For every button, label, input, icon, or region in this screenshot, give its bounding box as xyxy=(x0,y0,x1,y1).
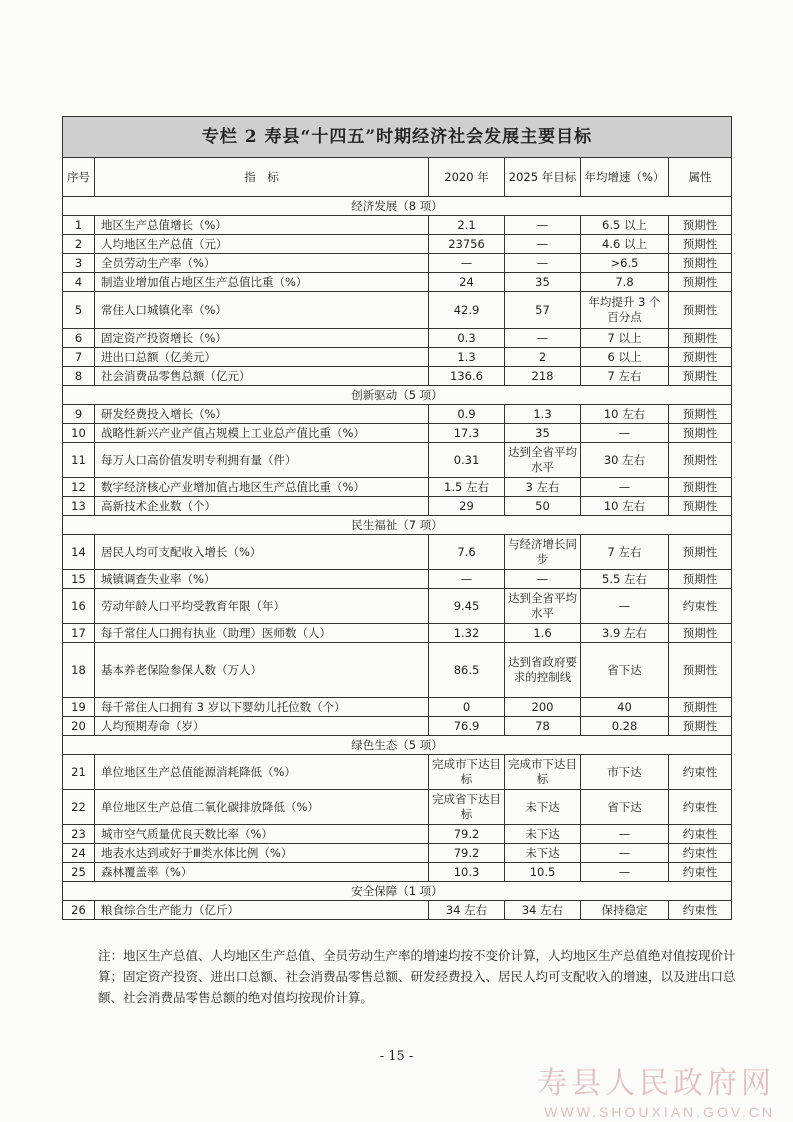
section-row xyxy=(63,882,732,901)
row-2020: 0.9 xyxy=(429,405,505,424)
row-indicator: 每万人口高价值发明专利拥有量（件） xyxy=(95,443,429,478)
row-2025: 未下达 xyxy=(505,790,581,825)
header-2025: 2025 年目标 xyxy=(505,158,581,197)
table-row xyxy=(63,717,732,736)
table-row xyxy=(63,424,732,443)
row-growth: 10 左右 xyxy=(581,405,669,424)
row-no: 6 xyxy=(63,329,95,348)
row-2025: 78 xyxy=(505,717,581,736)
row-no: 7 xyxy=(63,348,95,367)
row-2020: — xyxy=(429,254,505,273)
row-attribute: 预期性 xyxy=(669,348,732,367)
row-2025: 10.5 xyxy=(505,863,581,882)
row-indicator: 数字经济核心产业增加值占地区生产总值比重（%） xyxy=(95,478,429,497)
row-no: 11 xyxy=(63,443,95,478)
row-indicator: 每千常住人口拥有执业（助理）医师数（人） xyxy=(95,624,429,643)
table-row xyxy=(63,570,732,589)
table-row xyxy=(63,901,732,920)
row-growth: 7 左右 xyxy=(581,367,669,386)
row-no: 14 xyxy=(63,535,95,570)
row-indicator: 劳动年龄人口平均受教育年限（年） xyxy=(95,589,429,624)
table-row xyxy=(63,478,732,497)
goals-table-container xyxy=(62,116,731,920)
row-no: 24 xyxy=(63,844,95,863)
row-2020: — xyxy=(429,570,505,589)
row-2025: — xyxy=(505,235,581,254)
row-growth: 3.9 左右 xyxy=(581,624,669,643)
row-2025: — xyxy=(505,254,581,273)
header-no: 序号 xyxy=(63,158,95,197)
row-no: 21 xyxy=(63,755,95,790)
row-2020: 0.3 xyxy=(429,329,505,348)
goals-table xyxy=(62,116,732,920)
row-no: 22 xyxy=(63,790,95,825)
row-indicator: 地区生产总值增长（%） xyxy=(95,216,429,235)
row-attribute: 预期性 xyxy=(669,292,732,329)
table-note: 注：地区生产总值、人均地区生产总值、全员劳动生产率的增速均按不变价计算，人均地区生产总值绝对值按现价计算；固定资产投资、进出口总额、社会消费品零售总额、研发经费投入、居民人均可支配收入的增速，以及进出口总额、社会消费品零售总额的绝对值均按现价计算。 xyxy=(98,948,736,1005)
row-2020: 17.3 xyxy=(429,424,505,443)
row-indicator: 森林覆盖率（%） xyxy=(95,863,429,882)
row-attribute: 约束性 xyxy=(669,844,732,863)
row-2025: 未下达 xyxy=(505,844,581,863)
row-growth: >6.5 xyxy=(581,254,669,273)
row-no: 23 xyxy=(63,825,95,844)
page-number: - 15 - xyxy=(379,1049,414,1064)
row-2020: 76.9 xyxy=(429,717,505,736)
table-row xyxy=(63,790,732,825)
table-row xyxy=(63,292,732,329)
row-2020: 完成市下达目标 xyxy=(429,755,505,790)
row-growth: 0.28 xyxy=(581,717,669,736)
row-2025: 1.6 xyxy=(505,624,581,643)
row-attribute: 预期性 xyxy=(669,329,732,348)
header-2020: 2020 年 xyxy=(429,158,505,197)
row-no: 16 xyxy=(63,589,95,624)
row-2020: 完成省下达目标 xyxy=(429,790,505,825)
row-indicator: 居民人均可支配收入增长（%） xyxy=(95,535,429,570)
row-growth: 7 左右 xyxy=(581,535,669,570)
row-no: 26 xyxy=(63,901,95,920)
row-attribute: 约束性 xyxy=(669,790,732,825)
row-2020: 1.32 xyxy=(429,624,505,643)
row-growth: 6.5 以上 xyxy=(581,216,669,235)
row-no: 4 xyxy=(63,273,95,292)
row-growth: — xyxy=(581,478,669,497)
row-2020: 23756 xyxy=(429,235,505,254)
table-row xyxy=(63,443,732,478)
row-attribute: 预期性 xyxy=(669,717,732,736)
row-growth: — xyxy=(581,825,669,844)
row-indicator: 城镇调查失业率（%） xyxy=(95,570,429,589)
section-title: 经济发展（8 项） xyxy=(63,197,732,216)
row-attribute: 预期性 xyxy=(669,535,732,570)
row-2020: 0.31 xyxy=(429,443,505,478)
section-row xyxy=(63,736,732,755)
row-indicator: 研发经费投入增长（%） xyxy=(95,405,429,424)
section-title: 绿色生态（5 项） xyxy=(63,736,732,755)
row-no: 9 xyxy=(63,405,95,424)
row-2025: 达到省政府要求的控制线 xyxy=(505,643,581,698)
table-row xyxy=(63,329,732,348)
row-indicator: 城市空气质量优良天数比率（%） xyxy=(95,825,429,844)
section-title: 安全保障（1 项） xyxy=(63,882,732,901)
watermark-en: WWW.SHOUXIAN.GOV.CN xyxy=(544,1104,775,1120)
row-growth: — xyxy=(581,589,669,624)
row-indicator: 社会消费品零售总额（亿元） xyxy=(95,367,429,386)
header-row xyxy=(63,158,732,197)
row-attribute: 预期性 xyxy=(669,424,732,443)
row-2020: 79.2 xyxy=(429,825,505,844)
row-2025: 达到全省平均水平 xyxy=(505,589,581,624)
row-attribute: 预期性 xyxy=(669,497,732,516)
row-2025: 达到全省平均水平 xyxy=(505,443,581,478)
row-2025: 完成市下达目标 xyxy=(505,755,581,790)
row-indicator: 全员劳动生产率（%） xyxy=(95,254,429,273)
row-indicator: 单位地区生产总值二氧化碳排放降低（%） xyxy=(95,790,429,825)
row-attribute: 约束性 xyxy=(669,755,732,790)
row-growth: 市下达 xyxy=(581,755,669,790)
row-2020: 2.1 xyxy=(429,216,505,235)
row-attribute: 预期性 xyxy=(669,624,732,643)
row-no: 12 xyxy=(63,478,95,497)
header-growth: 年均增速（%） xyxy=(581,158,669,197)
row-attribute: 预期性 xyxy=(669,235,732,254)
row-no: 20 xyxy=(63,717,95,736)
section-row xyxy=(63,386,732,405)
table-row xyxy=(63,535,732,570)
row-growth: 6 以上 xyxy=(581,348,669,367)
row-2020: 7.6 xyxy=(429,535,505,570)
table-row xyxy=(63,624,732,643)
row-no: 8 xyxy=(63,367,95,386)
row-2025: 35 xyxy=(505,424,581,443)
row-2020: 79.2 xyxy=(429,844,505,863)
row-2025: — xyxy=(505,216,581,235)
row-2025: — xyxy=(505,329,581,348)
row-2020: 86.5 xyxy=(429,643,505,698)
row-2020: 10.3 xyxy=(429,863,505,882)
table-row xyxy=(63,844,732,863)
row-growth: 7 以上 xyxy=(581,329,669,348)
row-growth: 4.6 以上 xyxy=(581,235,669,254)
row-no: 19 xyxy=(63,698,95,717)
row-2025: 35 xyxy=(505,273,581,292)
row-2020: 0 xyxy=(429,698,505,717)
row-indicator: 基本养老保险参保人数（万人） xyxy=(95,643,429,698)
row-attribute: 预期性 xyxy=(669,443,732,478)
table-row xyxy=(63,755,732,790)
row-indicator: 进出口总额（亿美元） xyxy=(95,348,429,367)
section-row xyxy=(63,516,732,535)
row-growth: 7.8 xyxy=(581,273,669,292)
row-growth: 省下达 xyxy=(581,790,669,825)
table-row xyxy=(63,589,732,624)
row-2025: 3 左右 xyxy=(505,478,581,497)
row-indicator: 常住人口城镇化率（%） xyxy=(95,292,429,329)
row-attribute: 预期性 xyxy=(669,216,732,235)
row-attribute: 预期性 xyxy=(669,405,732,424)
row-indicator: 人均预期寿命（岁） xyxy=(95,717,429,736)
row-2025: 34 左右 xyxy=(505,901,581,920)
row-2025: 未下达 xyxy=(505,825,581,844)
section-row xyxy=(63,197,732,216)
row-no: 18 xyxy=(63,643,95,698)
row-attribute: 预期性 xyxy=(669,478,732,497)
row-growth: 5.5 左右 xyxy=(581,570,669,589)
row-2025: — xyxy=(505,570,581,589)
row-no: 17 xyxy=(63,624,95,643)
row-no: 13 xyxy=(63,497,95,516)
table-row xyxy=(63,348,732,367)
table-row xyxy=(63,825,732,844)
row-attribute: 预期性 xyxy=(669,273,732,292)
table-row xyxy=(63,235,732,254)
row-no: 3 xyxy=(63,254,95,273)
site-watermark xyxy=(537,1058,775,1120)
watermark-cn: 寿县人民政府网 xyxy=(537,1066,775,1101)
row-attribute: 预期性 xyxy=(669,643,732,698)
row-growth: — xyxy=(581,424,669,443)
table-row xyxy=(63,405,732,424)
row-2020: 1.3 xyxy=(429,348,505,367)
row-no: 15 xyxy=(63,570,95,589)
header-indicator: 指 标 xyxy=(95,158,429,197)
row-2025: 1.3 xyxy=(505,405,581,424)
table-row xyxy=(63,863,732,882)
row-indicator: 单位地区生产总值能源消耗降低（%） xyxy=(95,755,429,790)
row-2025: 218 xyxy=(505,367,581,386)
table-row xyxy=(63,216,732,235)
row-growth: 40 xyxy=(581,698,669,717)
row-attribute: 预期性 xyxy=(669,570,732,589)
row-2025: 2 xyxy=(505,348,581,367)
row-growth: — xyxy=(581,844,669,863)
table-row xyxy=(63,273,732,292)
row-2025: 57 xyxy=(505,292,581,329)
row-no: 5 xyxy=(63,292,95,329)
row-no: 2 xyxy=(63,235,95,254)
row-growth: 30 左右 xyxy=(581,443,669,478)
row-no: 10 xyxy=(63,424,95,443)
row-2025: 200 xyxy=(505,698,581,717)
row-indicator: 每千常住人口拥有 3 岁以下婴幼儿托位数（个） xyxy=(95,698,429,717)
row-2020: 42.9 xyxy=(429,292,505,329)
row-indicator: 固定资产投资增长（%） xyxy=(95,329,429,348)
table-title: 专栏 2 寿县“十四五”时期经济社会发展主要目标 xyxy=(63,117,732,158)
row-2020: 1.5 左右 xyxy=(429,478,505,497)
row-2020: 24 xyxy=(429,273,505,292)
row-no: 25 xyxy=(63,863,95,882)
row-growth: 年均提升 3 个百分点 xyxy=(581,292,669,329)
row-indicator: 高新技术企业数（个） xyxy=(95,497,429,516)
row-attribute: 预期性 xyxy=(669,698,732,717)
row-attribute: 约束性 xyxy=(669,863,732,882)
row-growth: 10 左右 xyxy=(581,497,669,516)
row-2020: 29 xyxy=(429,497,505,516)
row-no: 1 xyxy=(63,216,95,235)
table-row xyxy=(63,254,732,273)
table-row xyxy=(63,698,732,717)
row-growth: — xyxy=(581,863,669,882)
row-indicator: 人均地区生产总值（元） xyxy=(95,235,429,254)
section-title: 创新驱动（5 项） xyxy=(63,386,732,405)
row-attribute: 约束性 xyxy=(669,825,732,844)
row-attribute: 约束性 xyxy=(669,589,732,624)
row-attribute: 约束性 xyxy=(669,901,732,920)
row-growth: 保持稳定 xyxy=(581,901,669,920)
table-row xyxy=(63,367,732,386)
row-2020: 136.6 xyxy=(429,367,505,386)
table-row xyxy=(63,643,732,698)
row-2020: 9.45 xyxy=(429,589,505,624)
row-growth: 省下达 xyxy=(581,643,669,698)
row-indicator: 地表水达到或好于Ⅲ类水体比例（%） xyxy=(95,844,429,863)
row-2025: 50 xyxy=(505,497,581,516)
section-title: 民生福祉（7 项） xyxy=(63,516,732,535)
row-indicator: 战略性新兴产业产值占规模上工业总产值比重（%） xyxy=(95,424,429,443)
row-attribute: 预期性 xyxy=(669,367,732,386)
row-indicator: 制造业增加值占地区生产总值比重（%） xyxy=(95,273,429,292)
table-row xyxy=(63,497,732,516)
row-2020: 34 左右 xyxy=(429,901,505,920)
row-attribute: 预期性 xyxy=(669,254,732,273)
header-attribute: 属性 xyxy=(669,158,732,197)
row-indicator: 粮食综合生产能力（亿斤） xyxy=(95,901,429,920)
row-2025: 与经济增长同步 xyxy=(505,535,581,570)
